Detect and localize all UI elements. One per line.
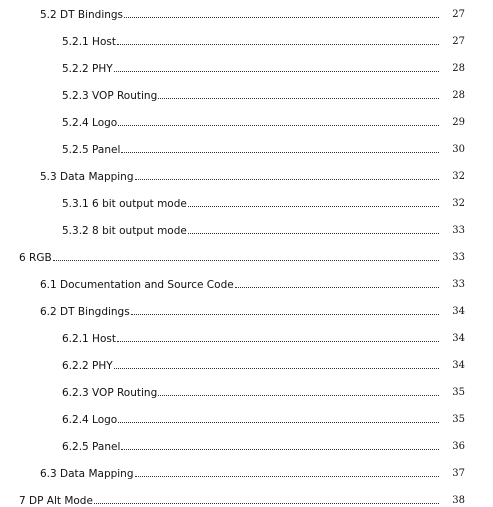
toc-page-number: 29 (452, 117, 465, 128)
toc-entry-label: 5.3.2 8 bit output mode (62, 224, 187, 237)
toc-entry-label: 6.2.2 PHY (62, 359, 113, 372)
toc-page-number: 32 (452, 171, 465, 182)
toc-entry-label: 6.2.1 Host (62, 332, 116, 345)
toc-entry-label: 6 RGB (19, 251, 52, 264)
dot-leader (135, 476, 439, 477)
toc-page-number: 37 (452, 468, 465, 479)
toc-page-number: 35 (452, 414, 465, 425)
toc-page-number: 36 (452, 441, 465, 452)
toc-entry-label: 6.2.3 VOP Routing (62, 386, 158, 399)
dot-leader (121, 449, 439, 450)
toc-entry-6-2-5[interactable] (0, 434, 493, 452)
toc-page-number: 34 (452, 306, 465, 317)
toc-entry-label: 5.2.3 VOP Routing (62, 89, 158, 102)
dot-leader (188, 233, 439, 234)
toc-page-number: 33 (452, 252, 465, 263)
dot-leader (53, 260, 439, 261)
toc-entry-6-3[interactable] (0, 461, 493, 479)
dot-leader (235, 287, 439, 288)
dot-leader (117, 44, 439, 45)
toc-page-number: 33 (452, 225, 465, 236)
toc-entry-6-2-1[interactable] (0, 326, 493, 344)
dot-leader (188, 206, 439, 207)
toc-page-number: 32 (452, 198, 465, 209)
toc-page-number: 27 (452, 36, 465, 47)
toc-entry-label: 5.2 DT Bindings (40, 8, 124, 21)
toc-page-number: 35 (452, 387, 465, 398)
toc-entry-7[interactable] (0, 488, 493, 506)
dot-leader (131, 314, 439, 315)
toc-entry-label: 5.2.1 Host (62, 35, 116, 48)
toc-entry-label: 6.3 Data Mapping (40, 467, 134, 480)
toc-entry-6-1[interactable] (0, 272, 493, 290)
toc-page-number: 28 (452, 63, 465, 74)
dot-leader (121, 152, 439, 153)
toc-entry-5-2-1[interactable] (0, 29, 493, 47)
toc-entry-6-2-4[interactable] (0, 407, 493, 425)
toc-entry-5-2-3[interactable] (0, 83, 493, 101)
toc-entry-label: 6.2.5 Panel (62, 440, 121, 453)
toc-entry-label: 5.3 Data Mapping (40, 170, 134, 183)
toc-page-number: 38 (452, 495, 465, 506)
dot-leader (158, 98, 439, 99)
toc-entry-6[interactable] (0, 245, 493, 263)
toc-entry-5-2-4[interactable] (0, 110, 493, 128)
toc-entry-5-3-2[interactable] (0, 218, 493, 236)
toc-entry-6-2[interactable] (0, 299, 493, 317)
toc-entry-label: 5.3.1 6 bit output mode (62, 197, 187, 210)
toc-entry-label: 6.2.4 Logo (62, 413, 118, 426)
toc-entry-5-2[interactable] (0, 2, 493, 20)
toc-entry-5-3-1[interactable] (0, 191, 493, 209)
toc-entry-6-2-2[interactable] (0, 353, 493, 371)
toc-page-number: 28 (452, 90, 465, 101)
dot-leader (114, 71, 439, 72)
toc-page-number: 27 (452, 9, 465, 20)
toc-page-number: 30 (452, 144, 465, 155)
toc-entry-label: 5.2.4 Logo (62, 116, 118, 129)
dot-leader (117, 341, 439, 342)
toc-entry-label: 5.2.2 PHY (62, 62, 113, 75)
toc-entry-label: 7 DP Alt Mode (19, 494, 93, 507)
toc-page-number: 34 (452, 360, 465, 371)
toc-page-number: 34 (452, 333, 465, 344)
dot-leader (135, 179, 439, 180)
toc-entry-label: 5.2.5 Panel (62, 143, 121, 156)
dot-leader (94, 503, 439, 504)
toc-page-number: 33 (452, 279, 465, 290)
dot-leader (158, 395, 439, 396)
toc-entry-5-2-2[interactable] (0, 56, 493, 74)
toc-entry-label: 6.2 DT Bingdings (40, 305, 130, 318)
toc-entry-5-2-5[interactable] (0, 137, 493, 155)
dot-leader (124, 17, 439, 18)
toc-entry-label: 6.1 Documentation and Source Code (40, 278, 234, 291)
toc-entry-6-2-3[interactable] (0, 380, 493, 398)
dot-leader (118, 422, 439, 423)
toc-entry-5-3[interactable] (0, 164, 493, 182)
dot-leader (114, 368, 439, 369)
dot-leader (118, 125, 439, 126)
